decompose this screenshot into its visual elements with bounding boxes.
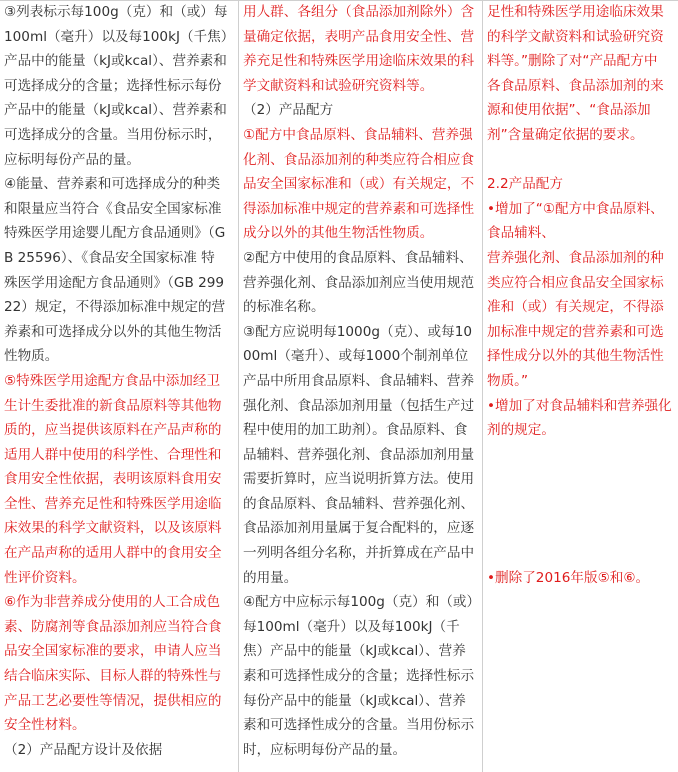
text-line: 产品工艺必要性等情况，提供相应的 bbox=[4, 692, 222, 709]
text-line: 2.2产品配方 bbox=[487, 176, 563, 193]
text-line: •增加了对食品辅料和营养强化 bbox=[487, 397, 672, 414]
text-line: 可选择成分的含量；选择性标示每份 bbox=[4, 77, 222, 94]
text-line: 用人群、各组分（食品添加剂除外）含 bbox=[243, 4, 475, 20]
text-line: 类应符合相应食品安全国家标 bbox=[487, 274, 664, 291]
text-line: 产品中所用食品原料、食品辅料、营养 bbox=[243, 372, 475, 389]
text-line: 化剂、食品添加剂的种类应符合相应食 bbox=[243, 151, 475, 168]
text-line: 的食品原料、食品辅料、营养强化剂、 bbox=[243, 495, 475, 512]
text-line: 素和可选择性成分的含量。当用份标示 bbox=[243, 717, 475, 734]
text-line bbox=[487, 467, 675, 492]
text-line: 学文献资料和试验研究资料等。 bbox=[243, 77, 434, 94]
text-line: 和限量应当符合《食品安全国家标准 bbox=[4, 200, 222, 217]
text-line: 00ml（毫升）、或每1000个制剂单位 bbox=[243, 348, 469, 365]
text-line: 物质。” bbox=[487, 372, 529, 389]
text-line: 时，应标明每份产品的量。 bbox=[243, 741, 407, 758]
text-line: 强化剂、食品添加剂用量（包括生产过 bbox=[243, 397, 475, 414]
text-line: 择性成分以外的其他生物活性 bbox=[487, 348, 664, 365]
text-line: 特殊医学用途婴儿配方食品通则》（G bbox=[4, 225, 226, 242]
text-line: 产品中的能量（kJ或kcal）、营养素和 bbox=[4, 53, 227, 70]
text-line: 素、防腐剂等食品添加剂应当符合食 bbox=[4, 618, 222, 635]
text-line: 食品辅料、 bbox=[487, 225, 555, 242]
text-line: 每100ml（毫升）以及每100kJ（千 bbox=[243, 618, 460, 635]
text-line: 性评价资料。 bbox=[4, 569, 86, 586]
text-line bbox=[487, 443, 675, 468]
text-line: ③列表标示每100g（克）和（或）每 bbox=[4, 4, 228, 20]
text-line: 剂的规定。 bbox=[487, 422, 555, 439]
text-line: 一列明各组分名称，并折算成在产品中 bbox=[243, 545, 475, 562]
text-line: 加标准中规定的营养素和可选 bbox=[487, 323, 664, 340]
text-line: 量确定依据，表明产品食用安全性、营 bbox=[243, 28, 475, 45]
text-line: 全性、营养充足性和特殊医学用途临 bbox=[4, 495, 222, 512]
text-line: 床效果的科学文献资料，以及该原料 bbox=[4, 520, 222, 537]
text-line: 素和可选择性成分的含量；选择性标示 bbox=[243, 668, 475, 685]
text-line bbox=[487, 541, 675, 566]
text-line: 养充足性和特殊医学用途临床效果的科 bbox=[243, 53, 475, 70]
text-line: 食品添加剂用量属于复合配料的，应逐 bbox=[243, 520, 475, 537]
text-line: •删除了2016年版⑤和⑥。 bbox=[487, 569, 650, 586]
column-2016-version bbox=[0, 0, 239, 772]
text-line: 可选择成分的含量。当用份标示时， bbox=[4, 126, 222, 143]
text-line: 料等。”删除了对“产品配方中 bbox=[487, 53, 658, 70]
text-line: 应标明每份产品的量。 bbox=[4, 151, 140, 168]
text-line: 焦）产品中的能量（kJ或kcal）、营养 bbox=[243, 643, 466, 660]
text-line: 结合临床实际、目标人群的特殊性与 bbox=[4, 668, 222, 685]
text-line bbox=[487, 516, 675, 541]
text-line: 产品中的能量（kJ或kcal）、营养素和 bbox=[4, 102, 227, 119]
text-line: 营养强化剂、食品添加剂应当使用规范 bbox=[243, 274, 475, 291]
text-line: ②配方中使用的食品原料、食品辅料、 bbox=[243, 249, 473, 266]
text-line: 殊医学用途配方食品通则》（GB 299 bbox=[4, 274, 225, 291]
text-line: 成分以外的其他生物活性物质。 bbox=[243, 225, 434, 242]
text-line: 100ml（毫升）以及每100kJ（千焦） bbox=[4, 28, 235, 45]
text-line bbox=[487, 492, 675, 517]
text-line: 各食品原料、食品添加剂的来 bbox=[487, 77, 664, 94]
text-line: 源和使用依据”、“食品添加 bbox=[487, 102, 651, 119]
text-line: （2）产品配方设计及依据 bbox=[4, 741, 163, 758]
text-line: 养素和可选择成分以外的其他生物活 bbox=[4, 323, 222, 340]
text-line: 食用安全性依据，表明该原料食用安 bbox=[4, 471, 222, 488]
text-line: ③配方应说明每1000g（克）、或每10 bbox=[243, 323, 473, 340]
column-2017-version bbox=[239, 0, 483, 772]
text-line: ⑤特殊医学用途配方食品中添加经卫 bbox=[4, 372, 221, 389]
text-line: •增加了“①配方中食品原料、 bbox=[487, 200, 664, 217]
text-line: 剂”含量确定依据的要求。 bbox=[487, 126, 644, 143]
text-line: 准和（或）有关规定，不得添 bbox=[487, 299, 664, 316]
text-line: 程中使用的加工助剂）。食品原料、食 bbox=[243, 422, 468, 439]
text-line: B 25596）、《食品安全国家标准 特 bbox=[4, 249, 215, 266]
text-line: 的科学文献资料和试验研究资 bbox=[487, 28, 664, 45]
text-line: 得添加标准中规定的营养素和可选择性 bbox=[243, 200, 475, 217]
text-line: 22）规定，不得添加标准中规定的营 bbox=[4, 299, 226, 316]
text-line: ①配方中食品原料、食品辅料、营养强 bbox=[243, 126, 473, 143]
text-line: （2）产品配方 bbox=[243, 102, 334, 119]
text-line: 在产品声称的适用人群中的食用安全 bbox=[4, 545, 222, 562]
text-line: 质的，应当提供该原料在产品声称的 bbox=[4, 422, 222, 439]
text-line: ⑥作为非营养成分使用的人工合成色 bbox=[4, 594, 221, 611]
text-line: 品安全国家标准的要求，申请人应当 bbox=[4, 643, 222, 660]
text-line: ④配方中应标示每100g（克）和（或） bbox=[243, 594, 481, 611]
text-line: 适用人群中使用的科学性、合理性和 bbox=[4, 446, 222, 463]
text-line: 的标准名称。 bbox=[243, 299, 325, 316]
text-line: 生计生委批准的新食品原料等其他物 bbox=[4, 397, 222, 414]
text-line: ④能量、营养素和可选择成分的种类 bbox=[4, 176, 221, 193]
text-line: 安全性材料。 bbox=[4, 717, 86, 734]
text-line: 每份产品中的能量（kJ或kcal）、营养 bbox=[243, 692, 466, 709]
text-line bbox=[487, 148, 675, 173]
text-line: 营养强化剂、食品添加剂的种 bbox=[487, 249, 664, 266]
text-line: 的用量。 bbox=[243, 569, 298, 586]
text-line: 品安全国家标准和（或）有关规定，不 bbox=[243, 176, 475, 193]
text-line: 性物质。 bbox=[4, 348, 59, 365]
text-line: 足性和特殊医学用途临床效果 bbox=[487, 4, 664, 20]
text-line: 品辅料、营养强化剂、食品添加剂用量 bbox=[243, 446, 475, 463]
column-changes bbox=[483, 0, 678, 772]
text-line: 需要折算时，应当说明折算方法。使用 bbox=[243, 471, 475, 488]
